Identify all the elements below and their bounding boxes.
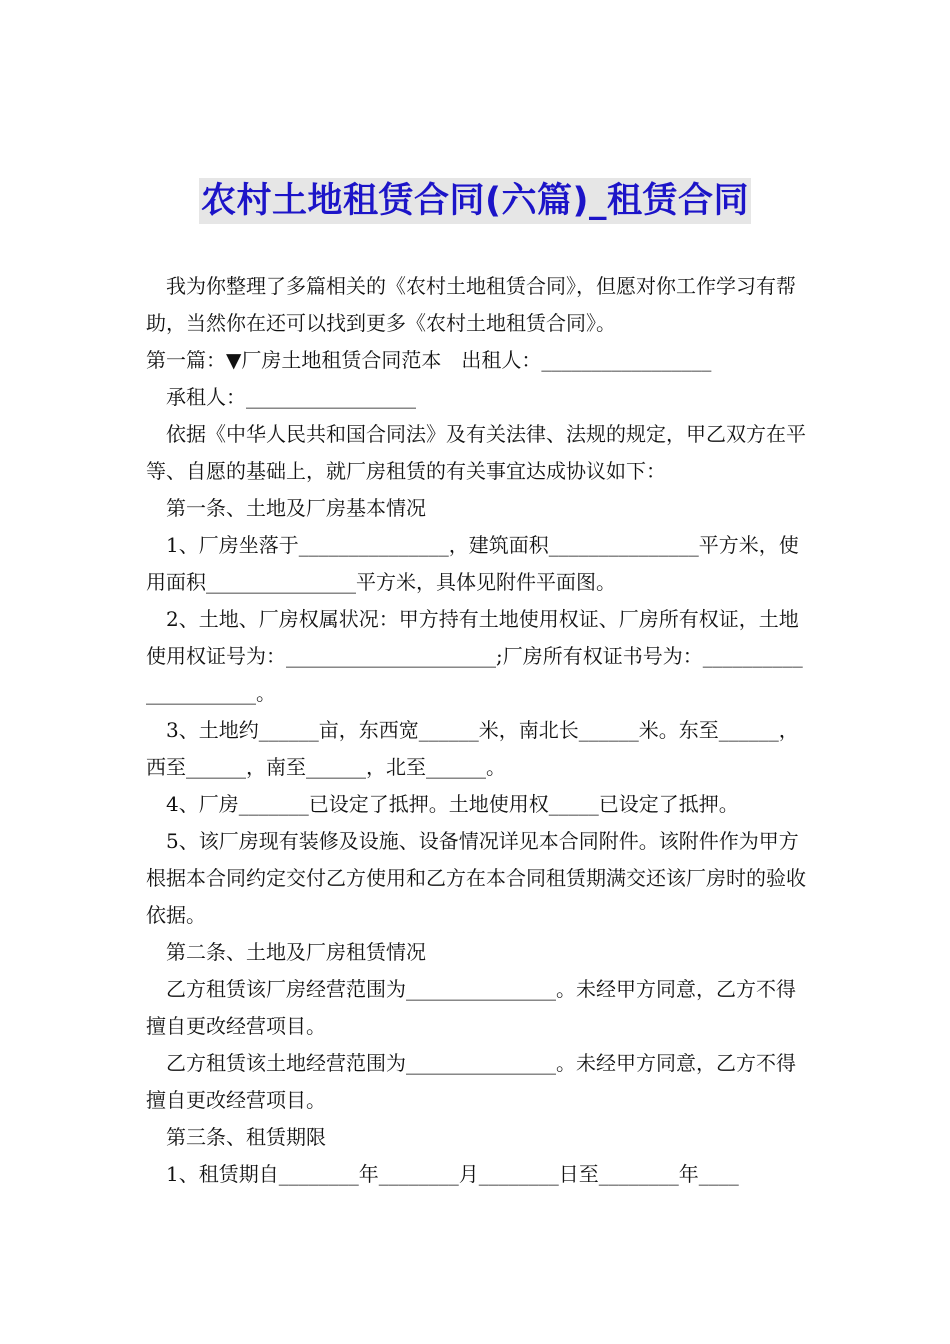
paragraph: 乙方租赁该厂房经营范围为_______________。未经甲方同意，乙方不得擅自更改经营项目。 [146,977,796,1038]
paragraph: 乙方租赁该土地经营范围为_______________。未经甲方同意，乙方不得擅自更改经营项目。 [146,1051,796,1112]
paragraph: 第一篇：▼厂房土地租赁合同范本 出租人：_________________ [146,348,712,372]
paragraph: 第一条、土地及厂房基本情况 [166,496,426,520]
paragraph: 1、厂房坐落于_______________，建筑面积_______________平方米，使用面积_______________平方米，具体见附件平面图。 [146,533,799,594]
paragraph: 第三条、租赁期限 [166,1125,326,1149]
paragraph: 我为你整理了多篇相关的《农村土地租赁合同》，但愿对你工作学习有帮助，当然你在还可以找到更多《农村土地租赁合同》。 [146,274,796,335]
paragraph: 4、厂房_______已设定了抵押。土地使用权_____已设定了抵押。 [166,792,739,816]
paragraph: 2、土地、厂房权属状况：甲方持有土地使用权证、厂房所有权证，土地使用权证号为：_____________________;厂房所有权证书号为：_____________________。 [146,607,803,705]
document-title: 农村土地租赁合同(六篇)_租赁合同 [199,178,751,224]
document-body [146,268,812,1193]
paragraph: 5、该厂房现有装修及设施、设备情况详见本合同附件。该附件作为甲方根据本合同约定交付乙方使用和乙方在本合同租赁期满交还该厂房时的验收依据。 [146,829,806,927]
paragraph: 依据《中华人民共和国合同法》及有关法律、法规的规定，甲乙双方在平等、自愿的基础上，就厂房租赁的有关事宜达成协议如下： [146,422,806,483]
title-container [0,178,950,224]
paragraph: 1、租赁期自________年________月________日至________年____ [166,1162,739,1186]
paragraph: 第二条、土地及厂房租赁情况 [166,940,426,964]
paragraph: 承租人：_________________ [166,385,416,409]
paragraph: 3、土地约______亩，东西宽______米，南北长______米。东至______，西至______，南至______，北至______。 [146,718,799,779]
